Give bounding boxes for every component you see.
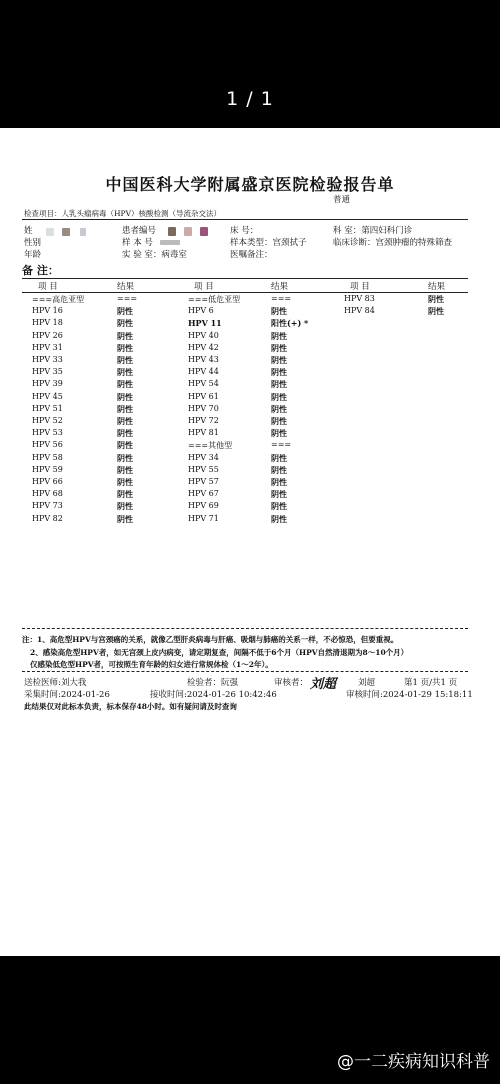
- table-cell-result: 阴性: [271, 501, 287, 512]
- table-cell-item: HPV 58: [32, 452, 63, 462]
- table-cell-item: HPV 40: [188, 330, 219, 340]
- table-cell-item: HPV 33: [32, 355, 63, 364]
- viewer-bottom-bar: [0, 956, 500, 1084]
- table-cell-result: 阴性: [117, 403, 133, 414]
- table-cell-result: 阴性: [117, 489, 133, 500]
- table-cell-result: ===: [271, 294, 292, 303]
- report-title: 中国医科大学附属盛京医院检验报告单: [105, 175, 395, 194]
- watermark: @一二疾病知识科普: [337, 1052, 490, 1072]
- age-label: 年龄: [24, 250, 42, 260]
- table-cell-result: 阴性: [271, 355, 287, 365]
- table-cell-result: 阴性: [271, 416, 287, 426]
- redacted-block: [46, 228, 54, 236]
- table-cell-item: HPV 6: [188, 306, 214, 316]
- col1-result-header: 结果: [117, 282, 135, 292]
- table-cell-result: 阴性: [117, 379, 133, 390]
- redacted-block: [168, 227, 176, 236]
- reviewer-signature: 刘超: [310, 677, 337, 692]
- table-cell-result: 阴性: [271, 342, 287, 353]
- table-cell-item: HPV 34: [188, 452, 219, 462]
- table-cell-item: HPV 39: [32, 379, 63, 389]
- table-cell-result: 阴性: [117, 416, 133, 426]
- sample-type: 样本类型：宫颈拭子: [230, 238, 307, 248]
- table-cell-result: ===: [271, 440, 292, 450]
- table-cell-item: HPV 82: [32, 513, 63, 523]
- table-cell-result: 阴性: [117, 464, 133, 475]
- note-1: 注：1、高危型HPV与宫颈癌的关系，就像乙型肝炎病毒与肝癌、吸烟与肺癌的关系一样，不必惊恐，但要重视。: [22, 635, 399, 644]
- table-cell-result: 阴性: [117, 440, 133, 451]
- page-counter: 1 / 1: [226, 88, 274, 110]
- redacted-block: [80, 228, 86, 236]
- header-rule: [22, 219, 468, 220]
- col2-item-header: 项 目: [194, 282, 214, 292]
- table-cell-result: 阴性: [117, 318, 133, 329]
- table-cell-item: HPV 57: [188, 477, 219, 486]
- table-cell-item: HPV 43: [188, 355, 219, 364]
- table-cell-result: 阴性: [117, 330, 133, 341]
- table-cell-result: 阴性: [117, 306, 133, 317]
- col2-result-header: 结果: [271, 282, 289, 292]
- dept: 科 室：第四妇科门诊: [333, 226, 413, 236]
- table-cell-item: HPV 70: [188, 403, 219, 413]
- table-cell-item: HPV 18: [32, 318, 63, 328]
- col3-result-header: 结果: [428, 282, 446, 292]
- table-cell-result: 阳性(+) *: [271, 318, 309, 329]
- page-indicator: 第1 页/共1 页: [404, 678, 458, 688]
- table-cell-item: HPV 66: [32, 477, 63, 486]
- table-cell-result: 阴性: [428, 294, 444, 304]
- viewer-top-bar: [0, 0, 500, 128]
- col1-item-header: 项 目: [38, 282, 58, 292]
- table-cell-item: HPV 42: [188, 342, 219, 352]
- receive-time: 接收时间:2024-01-26 10:42:46: [150, 690, 277, 700]
- redacted-block: [200, 227, 208, 236]
- table-cell-item: HPV 59: [32, 464, 63, 474]
- sample-no-label: 样 本 号: [122, 238, 153, 248]
- sex-label: 性别: [24, 238, 42, 248]
- reviewer-name: 刘超: [358, 678, 376, 688]
- table-cell-item: HPV 53: [32, 428, 63, 438]
- table-cell-result: 阴性: [271, 464, 287, 475]
- doctor: 送检医师:刘大我: [24, 678, 87, 688]
- collect-time: 采集时间:2024-01-26: [24, 690, 110, 700]
- table-cell-item: HPV 84: [344, 306, 375, 316]
- table-cell-item: HPV 52: [32, 416, 63, 425]
- table-cell-result: 阴性: [117, 477, 133, 487]
- table-cell-item: HPV 69: [188, 501, 219, 511]
- table-cell-result: 阴性: [117, 428, 133, 439]
- table-cell-item: HPV 56: [32, 440, 63, 450]
- table-cell-result: 阴性: [271, 489, 287, 500]
- table-cell-result: 阴性: [271, 391, 287, 402]
- table-cell-result: ===: [117, 294, 138, 303]
- table-cell-result: 阴性: [271, 477, 287, 487]
- table-cell-result: 阴性: [271, 428, 287, 439]
- table-cell-item: HPV 26: [32, 330, 63, 340]
- table-cell-item: HPV 35: [32, 367, 63, 377]
- report-page: [0, 128, 500, 956]
- table-cell-item: HPV 51: [32, 403, 63, 413]
- redacted-block: [160, 240, 180, 245]
- table-cell-result: 阴性: [271, 367, 287, 378]
- table-cell-result: 阴性: [117, 355, 133, 365]
- table-cell-item: HPV 83: [344, 294, 375, 303]
- redacted-block: [62, 228, 70, 236]
- advice-label: 医嘱备注：: [230, 250, 273, 260]
- table-cell-item: ===低危亚型: [188, 295, 241, 304]
- table-cell-item: HPV 45: [32, 391, 63, 401]
- reviewer-label: 审核者：: [274, 678, 309, 688]
- table-cell-item: HPV 81: [188, 428, 219, 438]
- lab-label: 实 验 室：病毒室: [122, 250, 187, 260]
- table-cell-result: 阴性: [117, 342, 133, 353]
- exam-item: 检查项目：人乳头瘤病毒（HPV）核酸检测（导流杂交法）: [24, 209, 222, 218]
- table-cell-item: HPV 31: [32, 342, 63, 352]
- report-grade: 普通: [333, 195, 351, 205]
- table-cell-item: ===其他型: [188, 441, 233, 451]
- table-cell-item: ===高危亚型: [32, 295, 85, 304]
- redacted-block: [184, 227, 192, 236]
- table-cell-item: HPV 61: [188, 391, 219, 401]
- notes-top-rule: [22, 628, 468, 629]
- table-cell-result: 阴性: [271, 330, 287, 341]
- table-cell-result: 阴性: [117, 501, 133, 512]
- table-cell-result: 阴性: [271, 513, 287, 524]
- table-cell-result: 阴性: [271, 306, 287, 317]
- table-cell-result: 阴性: [117, 513, 133, 524]
- table-cell-item: HPV 72: [188, 416, 219, 425]
- table-cell-result: 阴性: [117, 367, 133, 378]
- note-3: 仅感染低危型HPV者，可按照生育年龄的妇女进行常规体检（1～2年）。: [30, 660, 273, 669]
- table-cell-item: HPV 68: [32, 489, 63, 499]
- bed-label: 床 号：: [230, 226, 259, 236]
- table-cell-result: 阴性: [428, 306, 444, 317]
- remark-label: 备 注：: [22, 264, 59, 277]
- table-cell-item: HPV 16: [32, 306, 63, 316]
- table-cell-result: 阴性: [271, 403, 287, 414]
- table-cell-item: HPV 67: [188, 489, 219, 499]
- table-cell-result: 阴性: [271, 452, 287, 463]
- disclaimer: 此结果仅对此标本负责，标本保存48小时。如有疑问请及时查询: [24, 702, 237, 711]
- table-cell-item: HPV 54: [188, 379, 219, 389]
- patient-no-label: 患者编号: [122, 226, 157, 236]
- review-time: 审核时间:2024-01-29 15:18:11: [346, 690, 473, 700]
- tester: 检验者：阮强: [187, 678, 239, 688]
- table-cell-item: HPV 71: [188, 513, 219, 523]
- table-top-rule: [22, 278, 468, 279]
- table-cell-result: 阴性: [117, 391, 133, 402]
- notes-bottom-rule: [22, 671, 468, 672]
- table-cell-item: HPV 73: [32, 501, 63, 511]
- col3-item-header: 项 目: [350, 282, 370, 292]
- table-cell-item: HPV 11: [188, 318, 222, 329]
- table-cell-item: HPV 55: [188, 464, 219, 474]
- note-2: 2、感染高危型HPV者，如无宫颈上皮内病变，请定期复查，间隔不低于6个月（HPV自然清退期为8～10个月）: [30, 648, 409, 657]
- table-header-rule: [22, 292, 468, 293]
- table-cell-result: 阴性: [271, 379, 287, 390]
- table-cell-item: HPV 44: [188, 367, 219, 377]
- name-label: 姓: [24, 226, 33, 236]
- diagnosis: 临床诊断：宫颈肿瘤的特殊筛查: [333, 238, 453, 248]
- table-cell-result: 阴性: [117, 452, 133, 463]
